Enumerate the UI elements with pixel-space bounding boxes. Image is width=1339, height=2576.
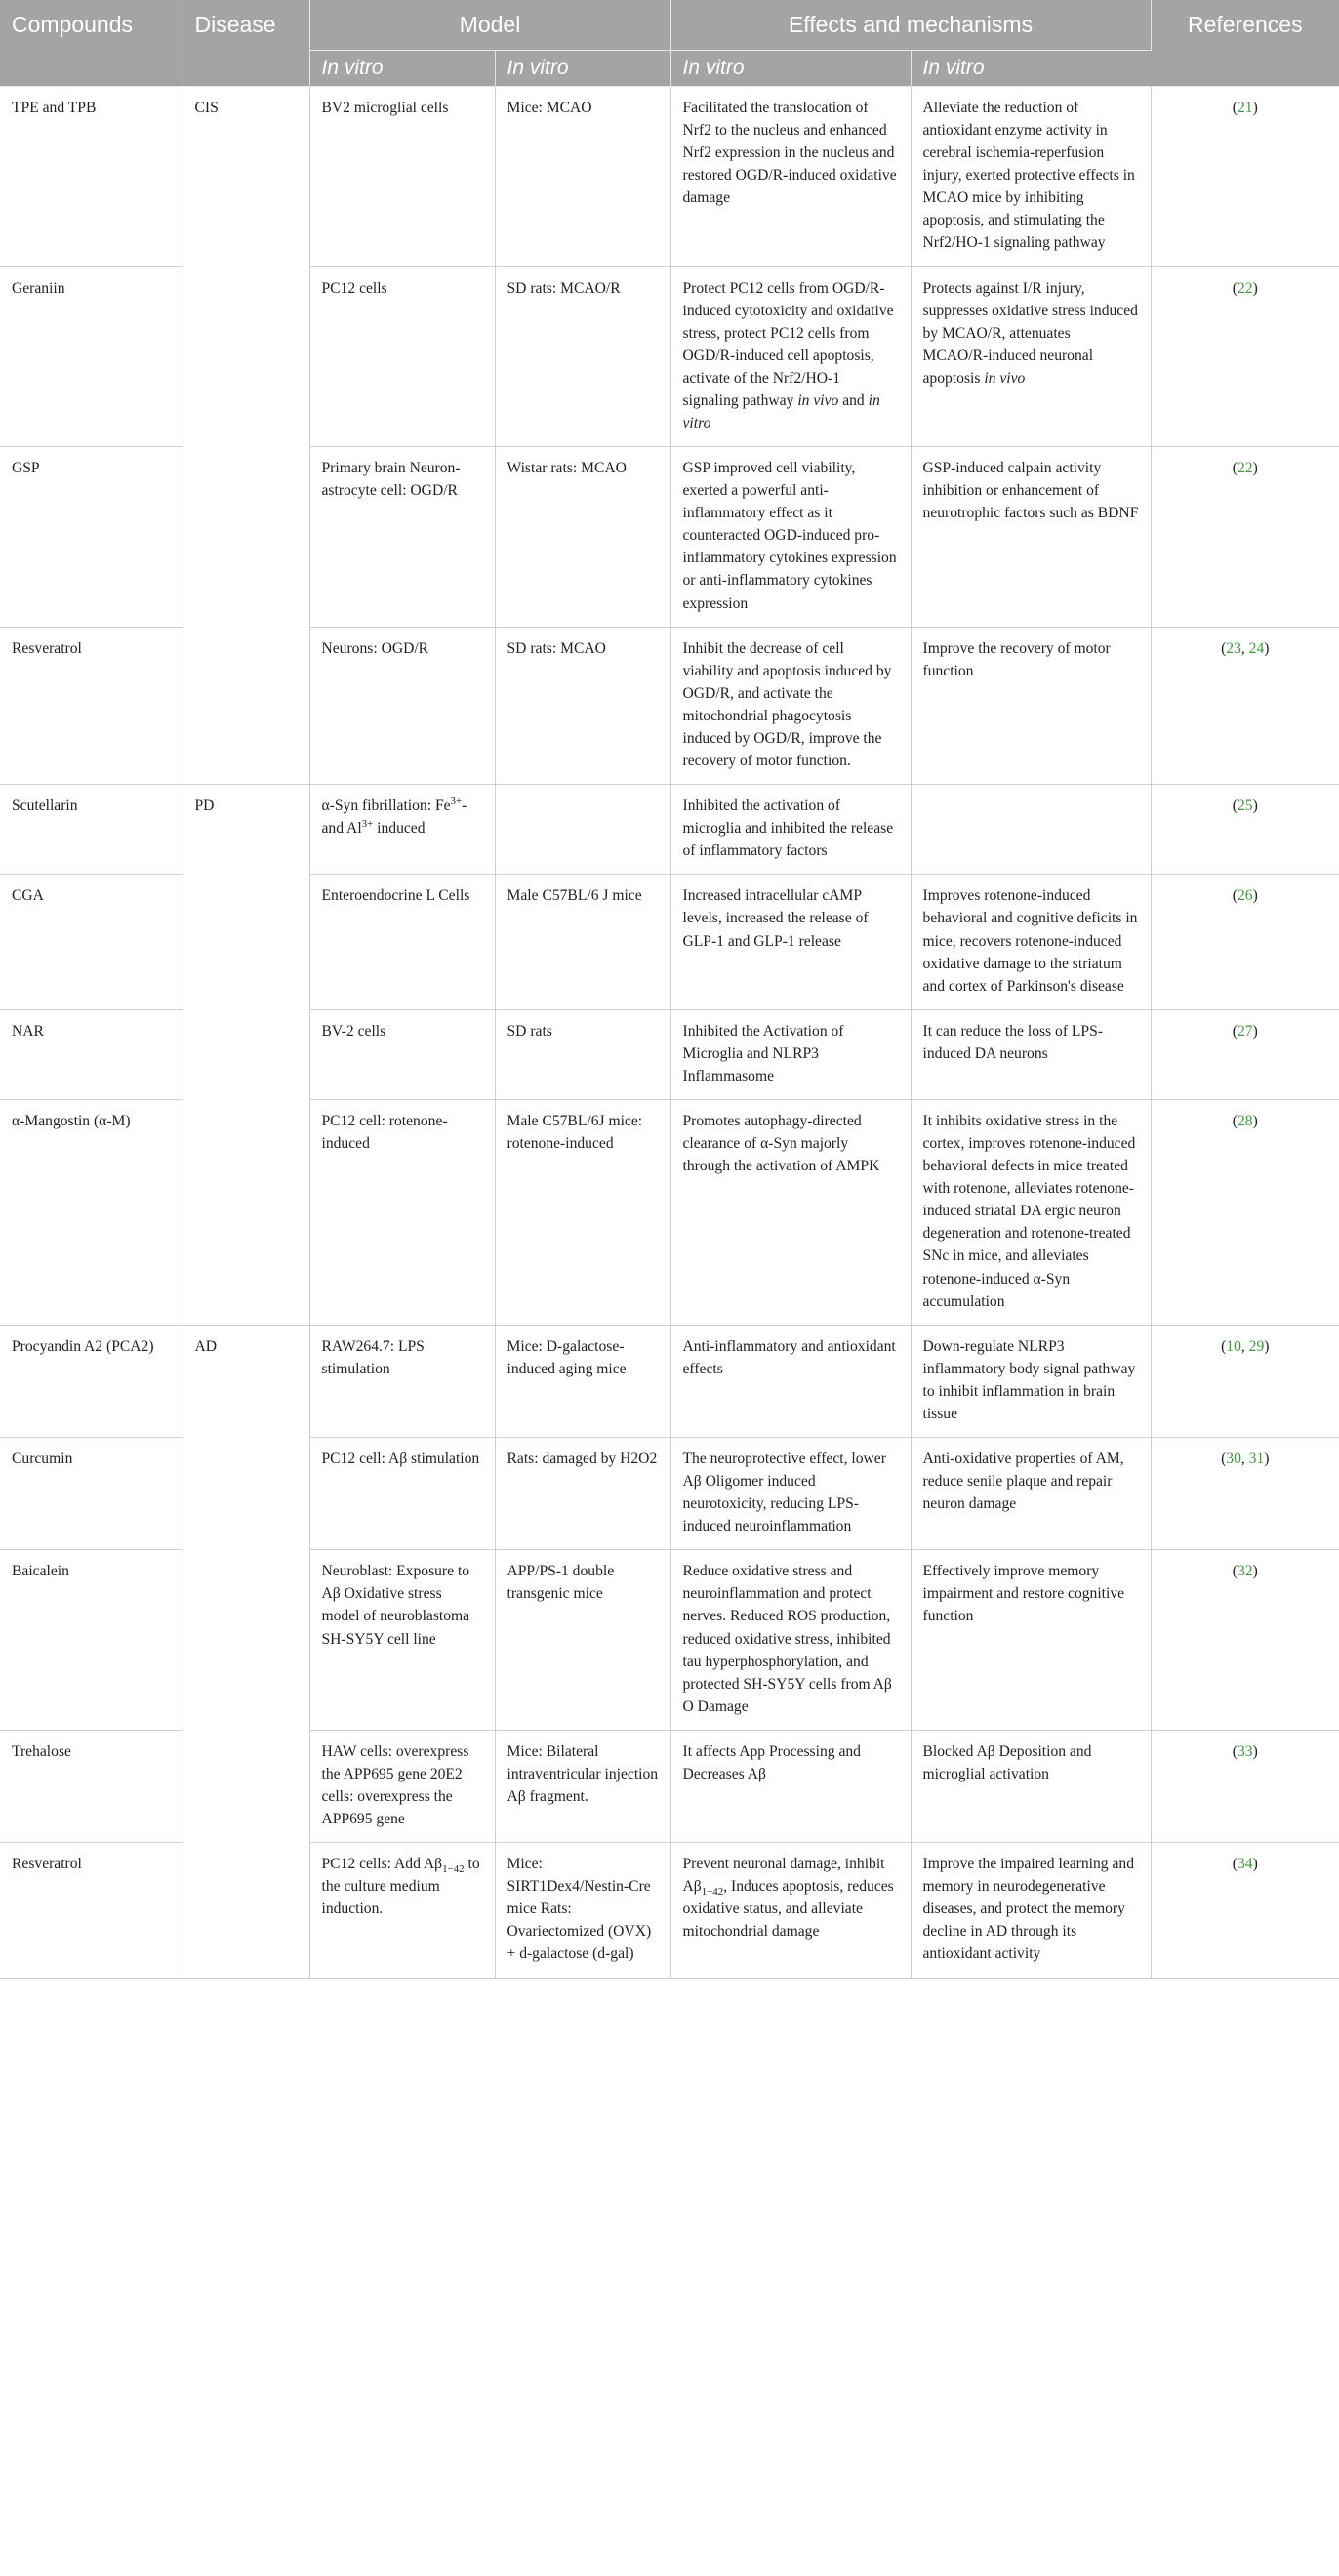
effect-a-cell: Reduce oxidative stress and neuroinflammation and protect nerves. Reduced ROS production, reduced oxidative stress, inhibited tau hyperphosphorylation, and protected SH-SY5Y cells from Aβ O Damage	[670, 1550, 911, 1731]
subheader-effects-2: In vitro	[911, 51, 1151, 87]
effect-b-cell: Anti-oxidative properties of AM, reduce senile plaque and repair neuron damage	[911, 1437, 1151, 1549]
text-fragment: 3+	[361, 818, 374, 830]
model-b-cell: Rats: damaged by H2O2	[495, 1437, 670, 1549]
model-b-cell: Mice: MCAO	[495, 87, 670, 267]
effect-b-cell: Improve the recovery of motor function	[911, 627, 1151, 784]
effect-a-cell	[670, 1843, 911, 1978]
model-a-cell: RAW264.7: LPS stimulation	[309, 1325, 495, 1437]
text-fragment: PC12 cells: Add Aβ	[321, 1856, 443, 1873]
citation-link[interactable]: 32	[1237, 1563, 1253, 1580]
compound-cell: Curcumin	[0, 1437, 183, 1549]
reference-cell: (27)	[1151, 1009, 1339, 1099]
compound-cell: Geraniin	[0, 266, 183, 447]
model-a-cell	[309, 785, 495, 875]
citation-link[interactable]: 21	[1237, 100, 1253, 116]
effect-a-cell: Anti-inflammatory and antioxidant effects	[670, 1325, 911, 1437]
compound-cell: Trehalose	[0, 1730, 183, 1842]
citation-link[interactable]: 33	[1237, 1742, 1253, 1760]
effect-a-cell: Promotes autophagy-directed clearance of α-Syn majorly through the activation of AMPK	[670, 1099, 911, 1325]
model-b-cell: SD rats	[495, 1009, 670, 1099]
header-effects: Effects and mechanisms	[670, 0, 1151, 51]
effect-a-cell: Inhibited the activation of microglia and inhibited the release of inflammatory factors	[670, 785, 911, 875]
citation-link[interactable]: 10	[1226, 1337, 1241, 1355]
subheader-effects-1: In vitro	[670, 51, 911, 87]
text-fragment: and	[838, 391, 869, 409]
effect-a-cell: Facilitated the translocation of Nrf2 to the nucleus and enhanced Nrf2 expression in the nucleus and restored OGD/R-induced oxidative damage	[670, 87, 911, 267]
effect-b-cell: Blocked Aβ Deposition and microglial activation	[911, 1730, 1151, 1842]
table-header	[0, 0, 1339, 87]
model-a-cell: Neurons: OGD/R	[309, 627, 495, 784]
citation-link[interactable]: 34	[1237, 1856, 1253, 1873]
effect-b-cell: Down-regulate NLRP3 inflammatory body signal pathway to inhibit inflammation in brain tissue	[911, 1325, 1151, 1437]
model-b-cell: Mice: Bilateral intraventricular injection Aβ fragment.	[495, 1730, 670, 1842]
model-a-cell: BV-2 cells	[309, 1009, 495, 1099]
text-fragment: 3+	[450, 795, 463, 807]
compound-cell: NAR	[0, 1009, 183, 1099]
citation-link[interactable]: 30	[1226, 1450, 1241, 1467]
model-b-cell: Male C57BL/6J mice: rotenone-induced	[495, 1099, 670, 1325]
citation-link[interactable]: 22	[1237, 460, 1253, 477]
compound-cell: Resveratrol	[0, 1843, 183, 1978]
model-a-cell: HAW cells: overexpress the APP695 gene 20E2 cells: overexpress the APP695 gene	[309, 1730, 495, 1842]
reference-cell: (26)	[1151, 875, 1339, 1009]
citation-link[interactable]: 27	[1237, 1022, 1253, 1040]
reference-cell: (34)	[1151, 1843, 1339, 1978]
model-a-cell: BV2 microglial cells	[309, 87, 495, 267]
effect-a-cell: Inhibit the decrease of cell viability and apoptosis induced by OGD/R, and activate the mitochondrial phagocytosis induced by OGD/R, improve the recovery of motor function.	[670, 627, 911, 784]
effect-b-cell: It can reduce the loss of LPS-induced DA neurons	[911, 1009, 1151, 1099]
table-row	[0, 87, 1339, 267]
citation-link[interactable]: 28	[1237, 1112, 1253, 1129]
header-compounds: Compounds	[0, 0, 183, 87]
table-body	[0, 87, 1339, 1979]
citation-link[interactable]: 31	[1248, 1450, 1265, 1467]
subheader-model-1: In vitro	[309, 51, 495, 87]
disease-cell: PD	[183, 785, 309, 1326]
text-fragment: to the culture medium induction.	[321, 1856, 480, 1918]
model-b-cell	[495, 785, 670, 875]
model-b-cell: Wistar rats: MCAO	[495, 447, 670, 628]
effect-b-cell	[911, 785, 1151, 875]
text-fragment: in vivo	[797, 391, 839, 409]
model-b-cell: Male C57BL/6 J mice	[495, 875, 670, 1009]
text-fragment: α-Syn fibrillation: Fe	[321, 797, 451, 815]
text-fragment: Prevent neuronal damage, inhibit Aβ	[682, 1856, 885, 1896]
citation-link[interactable]: 26	[1237, 887, 1253, 905]
effect-b-cell	[911, 266, 1151, 447]
reference-cell: (23, 24)	[1151, 627, 1339, 784]
effect-b-cell: It inhibits oxidative stress in the cortex, improves rotenone-induced behavioral defects in mice treated with rotenone, alleviates rotenone-induced striatal DA ergic neuron degeneration and rotenone-treated SNc in mice, and alleviates rotenone-induced α-Syn accumulation	[911, 1099, 1151, 1325]
reference-cell: (21)	[1151, 87, 1339, 267]
model-b-cell: Mice: SIRT1Dex4/Nestin-Cre mice Rats: Ovariectomized (OVX) + d-galactose (d-gal)	[495, 1843, 670, 1978]
compound-cell: CGA	[0, 875, 183, 1009]
compound-cell: α-Mangostin (α-M)	[0, 1099, 183, 1325]
effect-b-cell: Improves rotenone-induced behavioral and cognitive deficits in mice, recovers rotenone-induced oxidative damage to the striatum and cortex of Parkinson's disease	[911, 875, 1151, 1009]
reference-cell: (10, 29)	[1151, 1325, 1339, 1437]
model-a-cell: Primary brain Neuron-astrocyte cell: OGD/R	[309, 447, 495, 628]
reference-cell: (22)	[1151, 447, 1339, 628]
header-model: Model	[309, 0, 670, 51]
compound-cell: Resveratrol	[0, 627, 183, 784]
reference-cell: (22)	[1151, 266, 1339, 447]
text-fragment: -and Al	[321, 797, 467, 838]
effect-a-cell	[670, 266, 911, 447]
model-b-cell: APP/PS-1 double transgenic mice	[495, 1550, 670, 1731]
reference-cell: (28)	[1151, 1099, 1339, 1325]
disease-cell: CIS	[183, 87, 309, 785]
effect-b-cell: Effectively improve memory impairment and restore cognitive function	[911, 1550, 1151, 1731]
text-fragment: induced	[373, 820, 426, 838]
model-b-cell: SD rats: MCAO/R	[495, 266, 670, 447]
effect-b-cell: Improve the impaired learning and memory in neurodegenerative diseases, and protect the memory decline in AD through its antioxidant activity	[911, 1843, 1151, 1978]
model-a-cell	[309, 1843, 495, 1978]
compound-cell: Baicalein	[0, 1550, 183, 1731]
reference-cell: (30, 31)	[1151, 1437, 1339, 1549]
model-a-cell: PC12 cell: Aβ stimulation	[309, 1437, 495, 1549]
model-a-cell: PC12 cell: rotenone-induced	[309, 1099, 495, 1325]
text-fragment: in vivo	[984, 369, 1026, 387]
text-fragment: 1−42	[442, 1863, 465, 1876]
citation-link[interactable]: 24	[1248, 639, 1265, 657]
text-fragment: , Induces apoptosis, reduces oxidative status, and alleviate mitochondrial damage	[682, 1878, 894, 1941]
effect-a-cell: Inhibited the Activation of Microglia and NLRP3 Inflammasome	[670, 1009, 911, 1099]
model-b-cell: Mice: D-galactose-induced aging mice	[495, 1325, 670, 1437]
table-row	[0, 785, 1339, 875]
text-fragment: in vitro	[682, 391, 880, 432]
table-row	[0, 1325, 1339, 1437]
citation-link[interactable]: 25	[1237, 797, 1253, 815]
effect-b-cell: GSP-induced calpain activity inhibition or enhancement of neurotrophic factors such as BDNF	[911, 447, 1151, 628]
model-b-cell: SD rats: MCAO	[495, 627, 670, 784]
effect-a-cell: GSP improved cell viability, exerted a powerful anti-inflammatory effect as it counteracted OGD-induced pro-inflammatory cytokines expression or anti-inflammatory cytokines expression	[670, 447, 911, 628]
effect-a-cell: It affects App Processing and Decreases Aβ	[670, 1730, 911, 1842]
effect-a-cell: Increased intracellular cAMP levels, increased the release of GLP-1 and GLP-1 release	[670, 875, 911, 1009]
compound-cell: Procyandin A2 (PCA2)	[0, 1325, 183, 1437]
citation-link[interactable]: 23	[1226, 639, 1241, 657]
compound-cell: GSP	[0, 447, 183, 628]
model-a-cell: Enteroendocrine L Cells	[309, 875, 495, 1009]
subheader-model-2: In vitro	[495, 51, 670, 87]
citation-link[interactable]: 29	[1248, 1337, 1265, 1355]
reference-cell: (32)	[1151, 1550, 1339, 1731]
model-a-cell: PC12 cells	[309, 266, 495, 447]
text-fragment: 1−42	[701, 1886, 724, 1899]
effect-b-cell: Alleviate the reduction of antioxidant enzyme activity in cerebral ischemia-reperfusion injury, exerted protective effects in MCAO mice by inhibiting apoptosis, and stimulating the Nrf2/HO-1 signaling pathway	[911, 87, 1151, 267]
effect-a-cell: The neuroprotective effect, lower Aβ Oligomer induced neurotoxicity, reducing LPS- induced neuroinflammation	[670, 1437, 911, 1549]
text-fragment: Protect PC12 cells from OGD/R-induced cytotoxicity and oxidative stress, protect PC12 cells from OGD/R-induced cell apoptosis, activate of the Nrf2/HO-1 signaling pathway	[682, 279, 894, 409]
compound-cell: TPE and TPB	[0, 87, 183, 267]
header-references: References	[1151, 0, 1339, 87]
citation-link[interactable]: 22	[1237, 279, 1253, 297]
disease-cell: AD	[183, 1325, 309, 1978]
model-a-cell: Neuroblast: Exposure to Aβ Oxidative stress model of neuroblastoma SH-SY5Y cell line	[309, 1550, 495, 1731]
header-disease: Disease	[183, 0, 309, 87]
reference-cell: (33)	[1151, 1730, 1339, 1842]
compound-cell: Scutellarin	[0, 785, 183, 875]
text-fragment: Protects against I/R injury, suppresses oxidative stress induced by MCAO/R, attenuates MCAO/R-induced neuronal apoptosis	[922, 279, 1138, 387]
reference-cell: (25)	[1151, 785, 1339, 875]
